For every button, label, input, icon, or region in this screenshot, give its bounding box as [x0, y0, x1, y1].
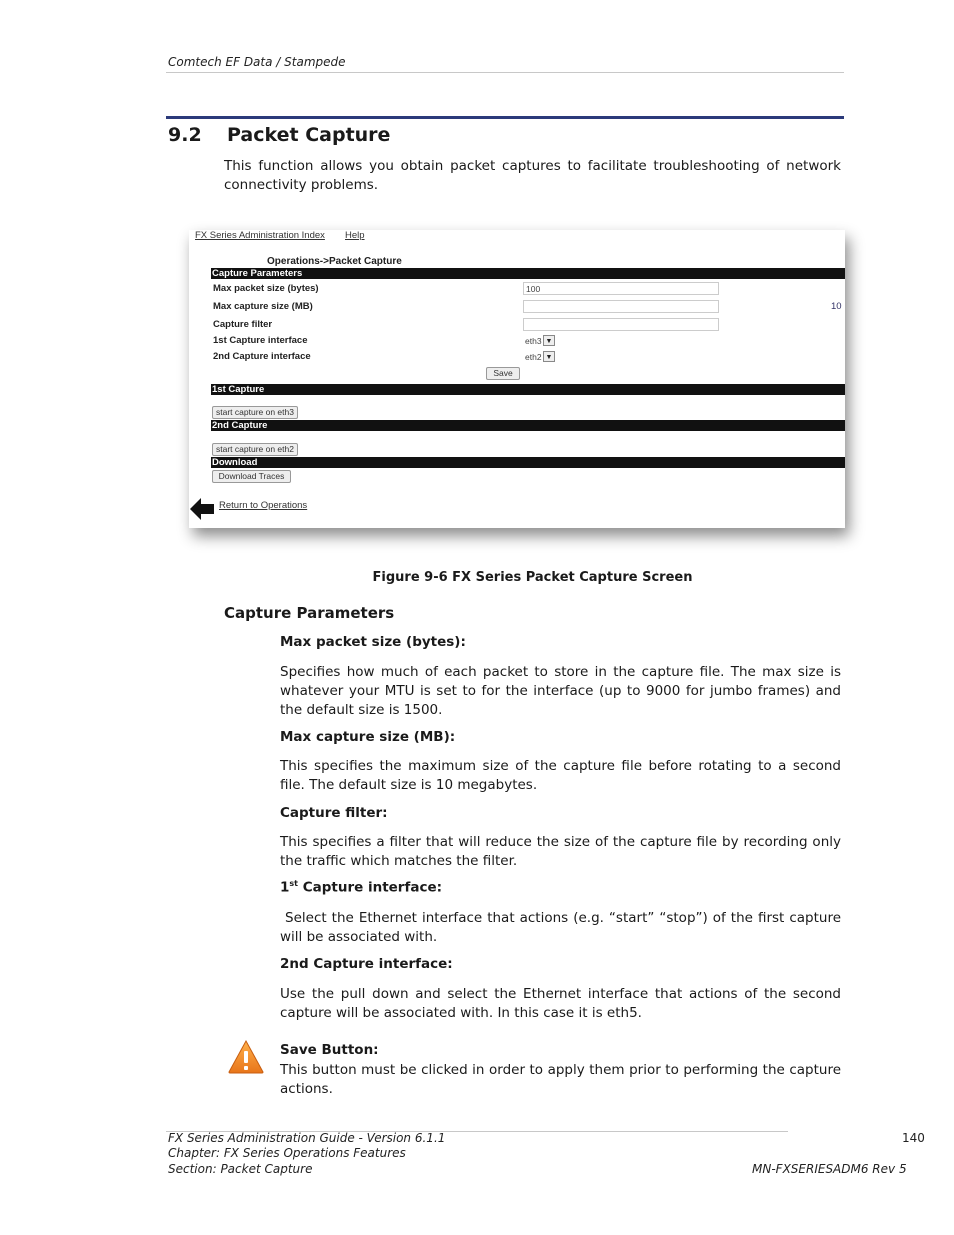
label-capture-filter: Capture filter [213, 319, 273, 330]
screen-title: Operations->Packet Capture [267, 256, 402, 267]
save-button[interactable]: Save [486, 367, 520, 380]
bar-2nd-capture: 2nd Capture [211, 420, 845, 431]
section-title: Packet Capture [227, 124, 391, 146]
bar-download: Download [211, 457, 845, 468]
packet-capture-screenshot [189, 230, 845, 528]
iface2-select[interactable]: eth2 [525, 352, 542, 362]
running-header: Comtech EF Data / Stampede [168, 55, 346, 69]
item-label-iface1-rest: Capture interface: [298, 879, 443, 896]
item-label-capture-filter: Capture filter: [280, 805, 388, 821]
figure-caption: Figure 9-6 FX Series Packet Capture Screen [372, 570, 693, 585]
item-body-max-capture: This specifies the maximum size of the capture file before rotating to a second file. The default size is 10 megabytes. [280, 758, 841, 793]
header-rule [166, 72, 844, 73]
intro-paragraph: This function allows you obtain packet captures to facilitate troubleshooting of network connectivity problems. [224, 158, 841, 193]
max-packet-input[interactable]: 100 [523, 282, 719, 295]
item-body-iface2: Use the pull down and select the Ethernet interface that actions of the second capture will be associated with. In this case it is eth5. [280, 986, 841, 1021]
item-body-max-packet: Specifies how much of each packet to store in the capture file. The max size is whatever your MTU is set to for the interface (up to 9000 for jumbo frames) and the default size is 1500. [280, 664, 841, 718]
start-capture-eth3-button[interactable]: start capture on eth3 [212, 406, 298, 419]
item-label-iface2: 2nd Capture interface: [280, 956, 453, 972]
chevron-down-icon[interactable]: ▼ [543, 351, 555, 362]
bar-1st-capture: 1st Capture [211, 384, 845, 395]
subsection-heading: Capture Parameters [224, 604, 395, 622]
back-arrow-icon[interactable] [190, 498, 214, 520]
label-max-capture: Max capture size (MB) [213, 301, 313, 312]
footer-chapter: Chapter: FX Series Operations Features [168, 1146, 406, 1160]
item-label-max-packet: Max packet size (bytes): [280, 634, 466, 650]
max-capture-input[interactable] [523, 300, 719, 313]
nav-help-link[interactable]: Help [345, 230, 365, 241]
item-label-iface1-sup: st [289, 879, 298, 888]
section-number: 9.2 [168, 124, 202, 146]
save-note-body: This button must be clicked in order to apply them prior to performing the capture actions. [280, 1062, 841, 1097]
side-value: 10 [831, 301, 842, 312]
bar-capture-parameters: Capture Parameters [211, 268, 845, 279]
footer-section: Section: Packet Capture [168, 1162, 313, 1176]
return-to-operations-link[interactable]: Return to Operations [219, 500, 308, 511]
document-id: MN-FXSERIESADM6 Rev 5 [752, 1162, 907, 1176]
save-note-label: Save Button: [280, 1042, 379, 1058]
download-traces-button[interactable]: Download Traces [212, 470, 291, 483]
item-body-capture-filter: This specifies a filter that will reduce the size of the capture file by recording only the traffic which matches the filter. [280, 834, 841, 869]
capture-filter-input[interactable] [523, 318, 719, 331]
start-capture-eth2-button[interactable]: start capture on eth2 [212, 443, 298, 456]
warning-icon [228, 1040, 264, 1074]
chevron-down-icon[interactable]: ▼ [543, 335, 555, 346]
nav-index-link[interactable]: FX Series Administration Index [195, 230, 325, 241]
page-number: 140 [902, 1131, 925, 1145]
footer-guide: FX Series Administration Guide - Version 6.1.1 [168, 1131, 446, 1145]
label-iface2: 2nd Capture interface [213, 351, 311, 362]
item-label-max-capture: Max capture size (MB): [280, 729, 456, 745]
section-rule [166, 116, 844, 119]
label-iface1: 1st Capture interface [213, 335, 308, 346]
item-label-iface1 [280, 879, 442, 896]
item-label-iface1-num: 1 [280, 879, 290, 896]
iface1-select[interactable]: eth3 [525, 336, 542, 346]
item-body-iface1: Select the Ethernet interface that actions (e.g. “start” “stop”) of the first capture will be associated with. [280, 910, 846, 945]
label-max-packet: Max packet size (bytes) [213, 283, 319, 294]
